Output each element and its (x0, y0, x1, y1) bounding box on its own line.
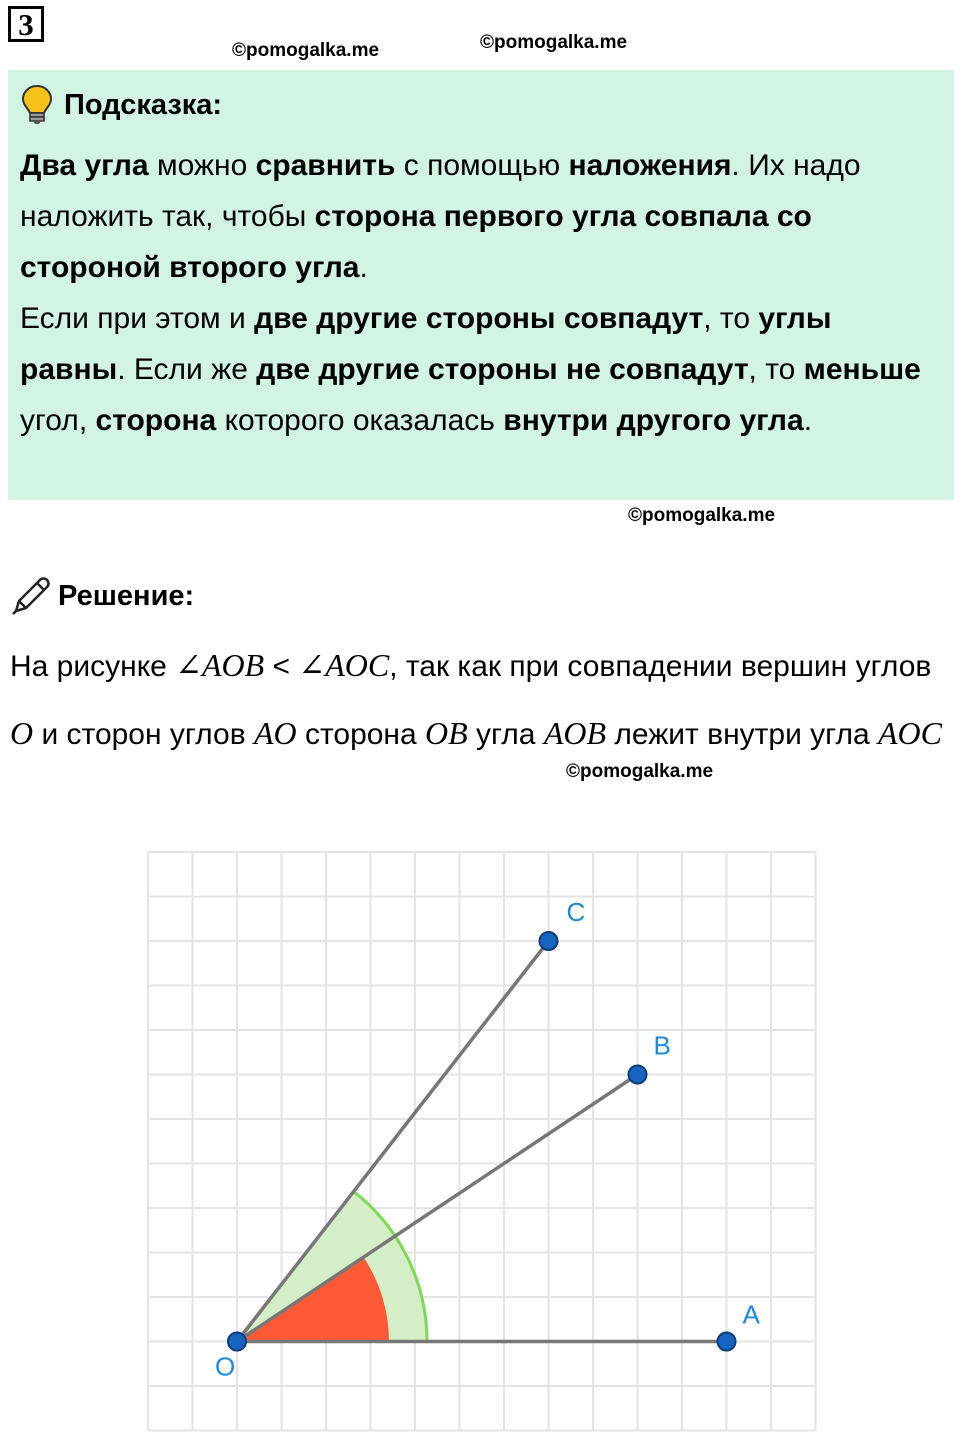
math-expression: ∠AOC (298, 647, 390, 683)
text: можно (148, 149, 256, 182)
bold-text: сторона (95, 404, 217, 437)
hint-box (8, 70, 954, 500)
text: угла (467, 718, 544, 751)
bold-text: Два угла (20, 149, 149, 182)
lightbulb-icon (20, 84, 54, 126)
bold-text: внутри другого угла (503, 404, 804, 437)
math-expression: AOC (877, 715, 942, 751)
solution-title (10, 572, 194, 620)
text: которого оказалась (216, 404, 504, 437)
text: . (359, 251, 368, 284)
hint-paragraph (20, 140, 940, 293)
point-label-c: C (566, 897, 586, 927)
text: На рисунке (10, 650, 176, 683)
bold-text: две другие стороны совпадут (254, 302, 704, 335)
text: < (264, 650, 299, 683)
point-label-o: O (215, 1351, 236, 1382)
text: , то (748, 353, 804, 386)
point-c (540, 932, 558, 950)
bold-text: сравнить (255, 149, 396, 182)
bold-text: сторона первого угла совпала со стороной второго угла (20, 200, 812, 284)
hint-title-text: Подсказка: (64, 88, 223, 121)
text: Если при этом и (20, 302, 255, 335)
angle-figure (0, 840, 960, 1439)
watermark: ©pomogalka.me (566, 761, 714, 782)
bold-text: наложения (568, 149, 732, 182)
text: . Если же (117, 353, 257, 386)
point-o (228, 1333, 246, 1351)
watermark: ©pomogalka.me (232, 40, 380, 61)
math-expression: AOB (543, 715, 607, 751)
text: лежит внутри угла (606, 718, 878, 751)
pencil-icon (10, 575, 52, 617)
hint-title (20, 80, 940, 130)
math-expression: O (10, 715, 34, 751)
text: , так как при совпадении вершин углов (389, 650, 932, 683)
point-b (629, 1066, 647, 1084)
watermark: ©pomogalka.me (628, 505, 776, 526)
math-expression: ∠AOB (175, 647, 265, 683)
text: . Их надо наложить так, чтобы (20, 149, 861, 233)
bold-text: две другие стороны не совпадут (256, 353, 749, 386)
solution-text (10, 632, 950, 768)
text: . (803, 404, 813, 437)
solution-title-text: Решение: (58, 579, 195, 612)
math-expression: AO (253, 715, 297, 751)
bold-text: меньше (803, 353, 921, 386)
text: угол, (20, 404, 96, 437)
hint-paragraph (20, 293, 940, 446)
text: с помощью (395, 149, 569, 182)
point-label-a: A (742, 1299, 760, 1330)
task-number: 3 (8, 6, 44, 42)
text: сторона (296, 718, 426, 751)
bold-text: углы равны (20, 302, 832, 386)
math-expression: OB (425, 715, 468, 751)
text: и сторон углов (33, 718, 254, 751)
text: , то (703, 302, 759, 335)
point-a (718, 1333, 736, 1351)
point-label-b: B (653, 1030, 671, 1061)
watermark: ©pomogalka.me (480, 32, 628, 53)
